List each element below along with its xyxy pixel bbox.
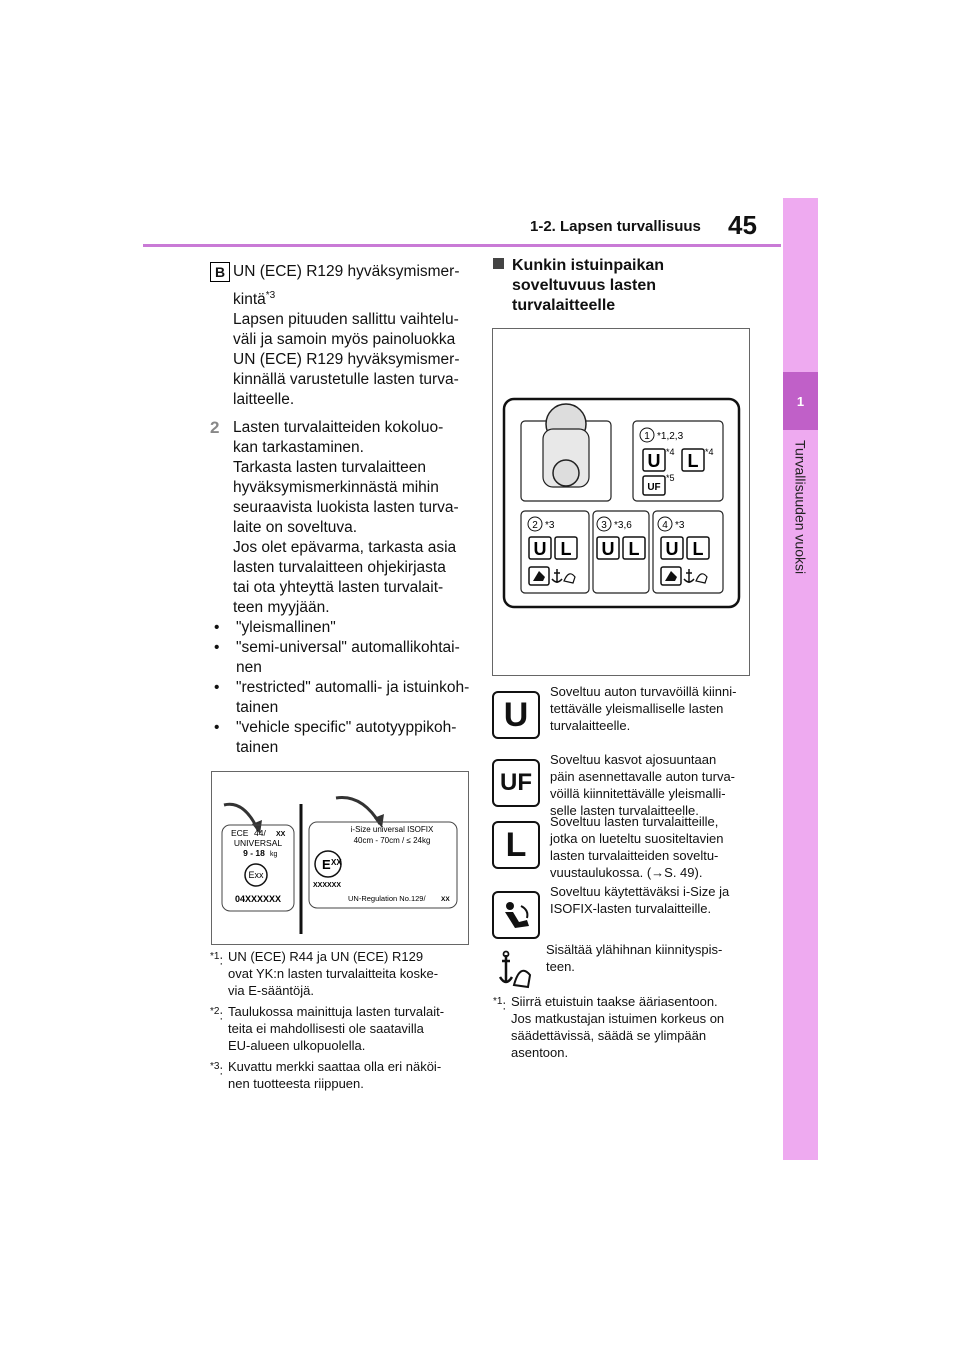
legend-line: jotka on lueteltu suositeltavien (550, 831, 724, 846)
footnote-mark: *3 (210, 1061, 220, 1072)
approval-labels-figure (211, 771, 469, 945)
item-b-desc-line: laitteelle. (233, 391, 295, 409)
top-tether-anchor-icon (492, 949, 536, 993)
legend-line: vuustaulukossa. (→S. 49). (550, 865, 703, 880)
universal-text: UNIVERSAL (233, 838, 283, 848)
footnote-line: asentoon. (511, 1045, 569, 1060)
seat-1-number: 1 (644, 431, 650, 442)
seat-4-anchor-icon (684, 569, 694, 583)
ece-xx-text: XX (276, 831, 286, 838)
footnote-line: via E-sääntöjä. (228, 983, 314, 998)
step-2-line: seuraavista luokista lasten turva- (233, 499, 459, 516)
bullet-dot: • (214, 639, 220, 656)
driver-head-icon (553, 460, 579, 486)
chapter-label: Turvallisuuden vuoksi (792, 440, 809, 575)
section-title: 1-2. Lapsen turvallisuus (530, 218, 701, 235)
bullet-line: nen (236, 659, 262, 676)
item-b-desc-line: Lapsen pituuden sallittu vaihtelu- (233, 311, 459, 329)
legend-item (492, 751, 764, 819)
step-2-line: laite on soveltuva. (233, 519, 358, 536)
seat-1-l: L (687, 451, 699, 471)
footnote: $^{*2}$: Taulukossa mainittuja lasten turvalait- teita ei mahdollisesti ole saatavilla EU-alueen ulkopuolella. (210, 1004, 445, 1053)
legend-line: lasten turvalaitteiden soveltu- (550, 848, 719, 863)
footnote-line: nen tuotteesta riippuen. (228, 1076, 364, 1091)
chapter-label-wrap (783, 440, 818, 700)
step-2-line: lasten turvalaitteen ohjekirjasta (233, 559, 446, 576)
footnote-line: UN (ECE) R44 ja UN (ECE) R129 (228, 949, 424, 964)
e-mark2-sub-text: XX (331, 858, 342, 867)
step-2-line: kan tarkastaminen. (233, 439, 364, 456)
bullet-line: "vehicle specific" autotyyppikoh- (236, 719, 457, 736)
seat-1-uf-note: *5 (666, 473, 675, 483)
seat-4-isize-seat-shape (665, 571, 677, 581)
seat-1-note: *1,2,3 (657, 431, 684, 442)
isize-code-text: XXXXXX (313, 882, 342, 889)
bullet-text (236, 718, 456, 758)
seat-2-tether-seat-icon (564, 574, 575, 583)
seat-2-anchor-icon (552, 569, 562, 583)
legend-text (550, 883, 764, 939)
seat-1-uf: UF (647, 482, 661, 493)
item-b (210, 262, 470, 410)
legend-icon-letter: UF (500, 769, 532, 796)
approval-labels-illustration (212, 772, 468, 944)
seat-2-isize-seat-shape (533, 571, 545, 581)
footnote: $^{*1}$: UN (ECE) R44 ja UN (ECE) R129 ovat YK:n lasten turvalaitteita koske- via E-sääntöjä. (210, 949, 439, 998)
seat-2-note: *3 (545, 520, 555, 531)
legend-line: Soveltuu auton turvavöillä kiinni- (550, 684, 737, 699)
seat-1-u-note: *4 (666, 447, 675, 457)
legend-line: turvalaitteelle. (550, 718, 631, 733)
seat-diagram (493, 329, 749, 675)
step-2-number: 2 (210, 418, 220, 437)
seat-3-number: 3 (601, 520, 607, 531)
footnote-line: teita ei mahdollisesti ole saatavilla (228, 1021, 424, 1036)
heading-line: soveltuvuus lasten (512, 277, 657, 294)
seat-4-tether-seat-icon (696, 574, 707, 583)
item-b-footnote-ref: *3 (265, 290, 276, 301)
weight-range-text: 9 - 18 (243, 848, 265, 858)
seat-2-l: L (560, 539, 572, 559)
seat-1-l-note: *4 (705, 447, 714, 457)
legend-icon-letter: L (505, 825, 527, 864)
bullet-text (236, 638, 460, 678)
footnote-line: Taulukossa mainittuja lasten turvalait- (228, 1004, 445, 1019)
listed-l-icon (492, 821, 540, 869)
seat-4-u: U (665, 539, 679, 559)
header-rule (143, 244, 781, 247)
footnote-line: Jos matkustajan istuimen korkeus on (511, 1011, 725, 1026)
seat-2-number: 2 (532, 520, 538, 531)
step-2-line: teen myyjään. (233, 599, 330, 616)
bullet-item (210, 638, 470, 678)
isize-child-seat-icon (492, 891, 540, 939)
step-2-line: hyväksymismerkinnästä mihin (233, 479, 439, 496)
item-b-desc-line: väli ja samoin myös painoluokka (233, 331, 456, 349)
seat-1-u: U (647, 451, 661, 471)
footnote-text (228, 1058, 441, 1092)
footnote-line: ovat YK:n lasten turvalaitteita koske- (228, 966, 439, 981)
bullet-line: tainen (236, 699, 279, 716)
e-mark2-text: E (322, 857, 331, 872)
regulation-xx-text: XX (441, 896, 450, 903)
legend-text (550, 751, 764, 819)
legend-item (492, 813, 764, 881)
footnote: $^{*1}$: Siirrä etuistuin taakse ääriasentoon. Jos matkustajan istuimen korkeus on säädettävissä, säädä se ylimpään asentoon. (493, 994, 725, 1060)
bullet-line: "yleismallinen" (236, 619, 336, 636)
legend-line: selle lasten turvalaitteelle. (550, 803, 699, 818)
bullet-dot: • (214, 679, 220, 696)
heading-line: Kunkin istuinpaikan (512, 257, 665, 274)
ece-code-text: 04XXXXXX (234, 894, 282, 904)
footnote-line: Siirrä etuistuin taakse ääriasentoon. (511, 994, 718, 1009)
universal-u-icon (492, 691, 540, 739)
legend-line: Soveltuu kasvot ajosuuntaan (550, 752, 717, 767)
seat-4-note: *3 (675, 520, 685, 531)
bullet-item (210, 678, 470, 718)
seat-3-note: *3,6 (614, 520, 632, 531)
item-b-desc-line: kinnällä varustetulle lasten turva- (233, 371, 459, 389)
isize-title-text: i-Size universal ISOFIX (350, 825, 434, 834)
footnote-line: EU-alueen ulkopuolella. (228, 1038, 366, 1053)
legend-item (492, 883, 764, 939)
bullet-line: tainen (236, 739, 279, 756)
item-b-line2: kintä (233, 291, 266, 309)
legend-line: ISOFIX-lasten turvalaitteille. (550, 901, 712, 916)
step-2-text (233, 418, 459, 618)
legend-line: Soveltuu käytettäväksi i-Size ja (550, 884, 730, 899)
legend-text (550, 683, 764, 739)
footnote-text (511, 993, 724, 1061)
right-footnote (493, 993, 763, 1061)
bullet-item (210, 618, 470, 638)
weight-unit-text: kg (270, 851, 278, 858)
footnote-line: Kuvattu merkki saattaa olla eri näköi- (228, 1059, 442, 1074)
seat-2-u: U (533, 539, 547, 559)
footnote-mark: *1 (210, 951, 220, 962)
legend-line: päin asennettavalle auton turva- (550, 769, 736, 784)
footnote-mark: *1 (493, 996, 503, 1007)
regulation-text: UN-Regulation No.129/ (348, 894, 426, 903)
footnote: $^{*3}$: Kuvattu merkki saattaa olla eri näköi- nen tuotteesta riippuen. (210, 1059, 442, 1091)
legend-line: tettävälle yleismalliselle lasten (550, 701, 724, 716)
seat-4-l: L (692, 539, 704, 559)
bullet-line: "restricted" automalli- ja istuinkoh- (236, 679, 470, 696)
item-b-line1: UN (ECE) R129 hyväksymismer- (233, 263, 460, 280)
step-2-line: tai ota yhteyttä lasten turvalait- (233, 579, 444, 596)
seat-4-number: 4 (662, 520, 668, 531)
step-2-line: Lasten turvalaitteiden kokoluo- (233, 419, 444, 436)
legend-text (550, 813, 764, 881)
right-arrow-icon (336, 798, 380, 824)
heading-square-icon (493, 258, 504, 269)
legend-line: Sisältää ylähihnan kiinnityspis- (546, 942, 723, 957)
item-b-desc-line: UN (ECE) R129 hyväksymismer- (233, 351, 460, 369)
category-bullet-list (210, 618, 470, 758)
legend-line: vöillä kiinnitettävälle yleismalli- (550, 786, 726, 801)
legend-item (492, 683, 764, 739)
ece-top-text: ECE (231, 828, 249, 838)
left-footnotes (210, 948, 470, 1092)
footnote-mark: *2 (210, 1006, 220, 1017)
seat-diagram-figure (492, 328, 750, 676)
bullet-dot: • (214, 619, 220, 636)
bullet-line: "semi-universal" automallikohtai- (236, 639, 460, 656)
ece-number-text: 44/ (254, 828, 266, 838)
e-mark-text: Exx (248, 870, 264, 880)
step-2-line: Jos olet epävarma, tarkasta asia (233, 539, 457, 556)
footnote-line: säädettävissä, säädä se ylimpään (511, 1028, 707, 1043)
bullet-item (210, 718, 470, 758)
footnote-text (228, 948, 438, 999)
legend-line: teen. (546, 959, 575, 974)
seat-3-l: L (628, 539, 640, 559)
seat-suitability-heading (493, 256, 753, 316)
item-b-letter-box: B (210, 262, 230, 282)
step-2-line: Tarkasta lasten turvalaitteen (233, 459, 426, 476)
page-number: 45 (728, 210, 757, 240)
bullet-text (236, 618, 336, 638)
legend-item (492, 941, 760, 993)
heading-line: turvalaitteelle (512, 297, 616, 314)
legend-icon-letter: U (503, 695, 529, 734)
chapter-number: 1 (783, 372, 818, 430)
footnote-text (228, 1003, 444, 1054)
seat-3-u: U (601, 539, 615, 559)
universal-forward-uf-icon (492, 759, 540, 807)
step-2 (210, 418, 470, 618)
bullet-dot: • (214, 719, 220, 736)
bullet-text (236, 678, 469, 718)
left-arrow-icon (224, 804, 258, 830)
legend-line: Soveltuu lasten turvalaitteille, (550, 814, 719, 829)
isize-range-text: 40cm - 70cm / ≤ 24kg (353, 836, 431, 845)
item-b-desc (233, 310, 460, 410)
legend-text (546, 941, 760, 993)
